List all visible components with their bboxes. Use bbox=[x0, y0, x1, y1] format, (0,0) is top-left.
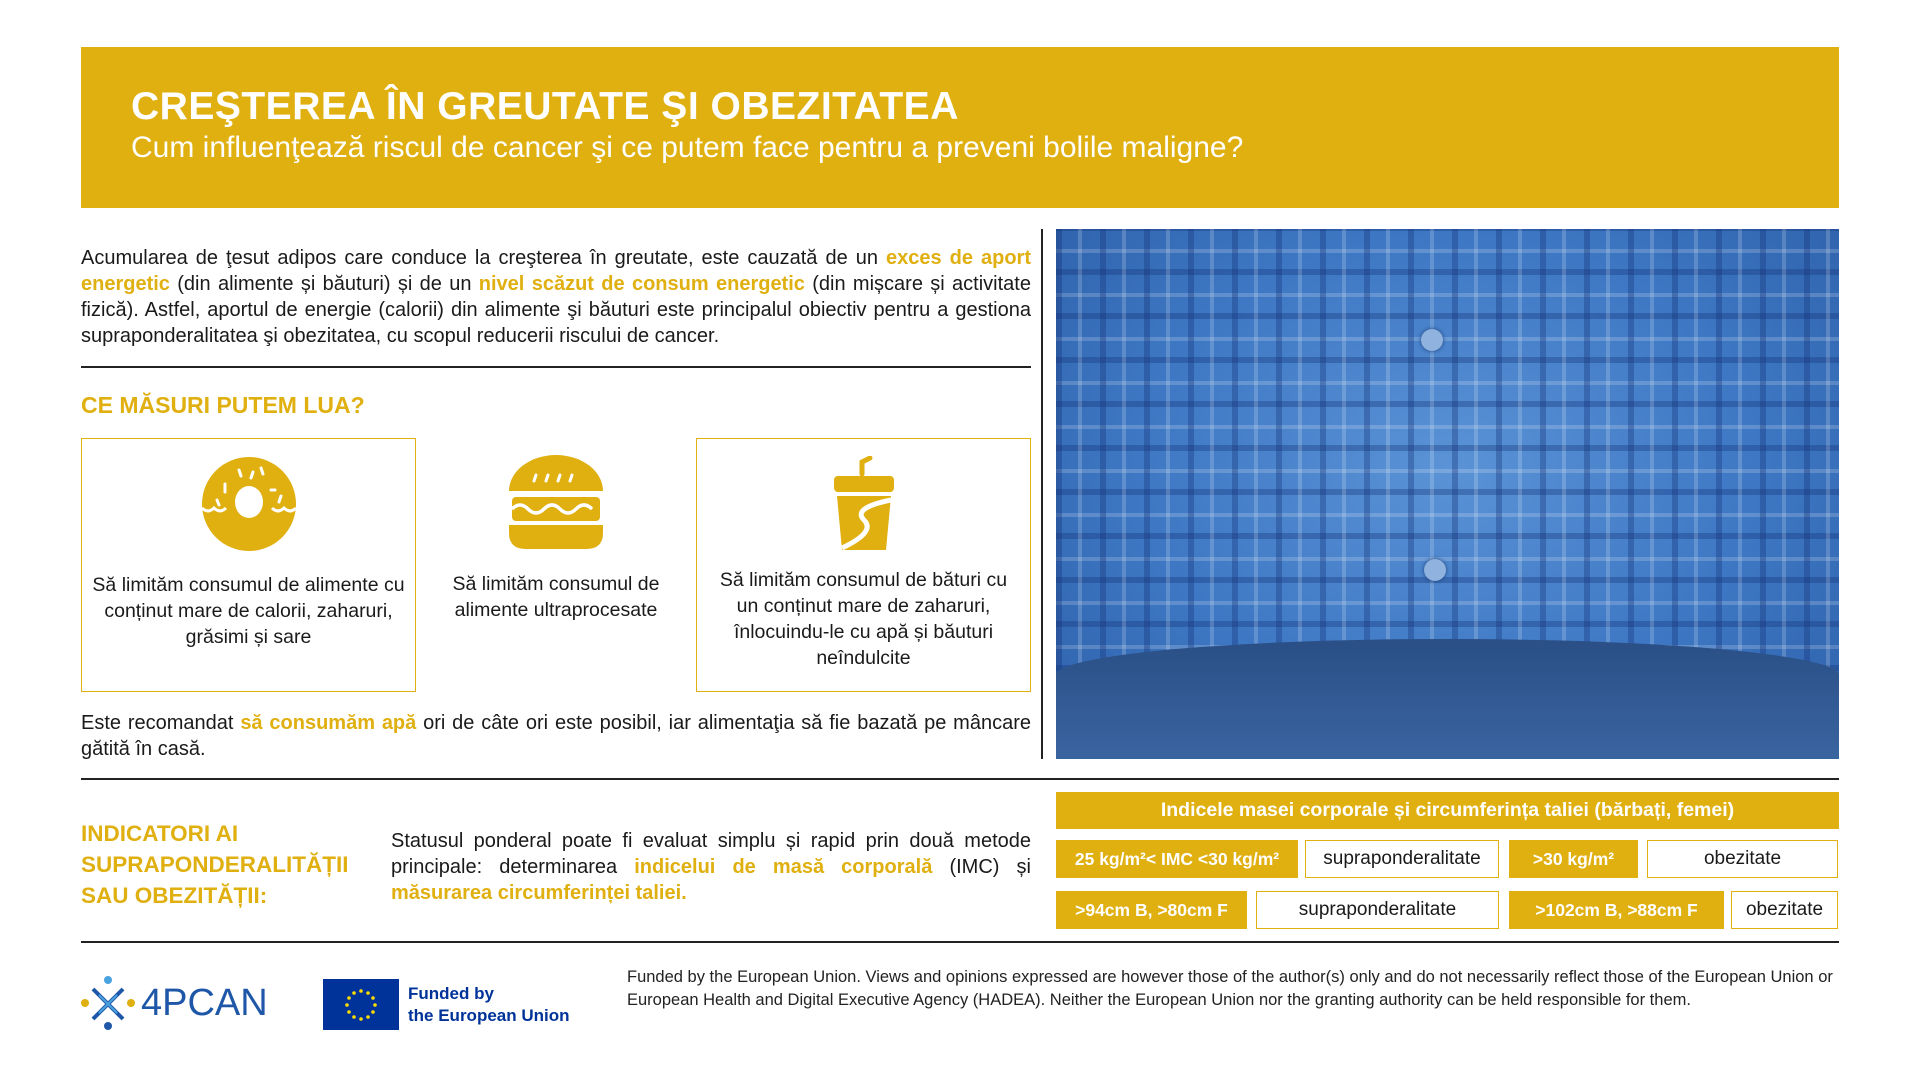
recommendation-text bbox=[81, 710, 1031, 762]
burger-icon bbox=[508, 455, 604, 551]
measure-text: Să limităm consumul de bături cu un conținut mare de zaharuri, înlocuindu-le cu apă și băuturi neîndulcite bbox=[719, 569, 1008, 669]
eu-flag-icon bbox=[323, 979, 399, 1030]
divider bbox=[81, 941, 1839, 943]
recommend-text: ori de câte ori este posibil, iar alimentaţia să fie bazată pe mâncare gătită în casă. bbox=[81, 712, 1031, 760]
shirt-button bbox=[1424, 559, 1446, 581]
divider bbox=[81, 778, 1839, 780]
intro-highlight: exces de aport energetic bbox=[81, 247, 1031, 295]
measure-card bbox=[81, 438, 416, 692]
eu-funding-label bbox=[408, 983, 570, 1027]
table-cell: obezitate bbox=[1731, 891, 1838, 929]
recommend-highlight: să consumăm apă bbox=[240, 712, 417, 734]
eu-text: the European Union bbox=[408, 1006, 570, 1025]
intro-text: Acumularea de ţesut adipos care conduce la creşterea în greutate, este cauzată de un bbox=[81, 247, 886, 269]
logo-text: 4PCAN bbox=[141, 981, 268, 1024]
indicators-highlight: indicelui de masă corporală bbox=[634, 856, 933, 878]
indicators-text bbox=[391, 828, 1031, 906]
divider bbox=[81, 366, 1031, 368]
recommend-text: Este recomandat bbox=[81, 712, 241, 734]
table-cell: >94cm B, >80cm F bbox=[1056, 891, 1247, 929]
soda-cup-icon bbox=[832, 456, 896, 556]
indicators-body: Statusul ponderal poate fi evaluat simplu și rapid prin două metode principale: determinarea bbox=[391, 830, 1031, 878]
measure-card bbox=[416, 438, 696, 692]
indicators-body: (IMC) și bbox=[932, 856, 1031, 878]
4pcan-logo bbox=[81, 975, 268, 1031]
measure-text: Să limităm consumul de alimente cu conținut mare de calorii, zaharuri, grăsimi și sare bbox=[92, 574, 405, 648]
jeans bbox=[1056, 639, 1839, 759]
page-title: CREŞTEREA ÎN GREUTATE ŞI OBEZITATEA bbox=[131, 85, 959, 128]
intro-text: (din alimente și băuturi) și de un bbox=[169, 273, 479, 295]
shirt-photo bbox=[1056, 229, 1839, 759]
table-cell: supraponderalitate bbox=[1256, 891, 1499, 929]
indicators-heading: INDICATORI AI SUPRAPONDERALITĂȚII SAU OBEZITĂȚII: bbox=[81, 821, 349, 908]
disclaimer: Funded by the European Union. Views and opinions expressed are however those of the author(s) only and do not necessarily reflect those of the European Union or European Health and Digital Executive Agency (HADEA). Neither the European Union nor the granting authority can be held responsible for them. bbox=[627, 968, 1833, 1009]
shirt-button bbox=[1421, 329, 1443, 351]
page-subtitle: Cum influenţează riscul de cancer şi ce putem face pentru a preveni bolile maligne? bbox=[131, 131, 1244, 164]
header-banner bbox=[81, 47, 1839, 208]
intro-highlight: nivel scăzut de consum energetic bbox=[478, 273, 805, 295]
intro-text: (din mișcare și activitate fizică). Astfel, aportul de energie (calorii) din alimente şi băuturi este principalul obiectiv pentru a gestiona supraponderalitatea şi obezitatea, cu scopul reducerii riscului de cancer. bbox=[81, 273, 1031, 347]
4pcan-logo-icon bbox=[81, 975, 135, 1031]
measure-card bbox=[696, 438, 1031, 692]
table-header: Indicele masei corporale și circumferința taliei (bărbați, femei) bbox=[1056, 792, 1839, 829]
table-cell: 25 kg/m²< IMC <30 kg/m² bbox=[1056, 840, 1298, 878]
indicators-highlight: măsurarea circumferinței taliei. bbox=[391, 882, 687, 904]
vertical-divider bbox=[1041, 229, 1043, 759]
table-cell: >102cm B, >88cm F bbox=[1509, 891, 1724, 929]
table-cell: obezitate bbox=[1647, 840, 1838, 878]
eu-text: Funded by bbox=[408, 984, 494, 1003]
table-cell: >30 kg/m² bbox=[1509, 840, 1638, 878]
table-cell: supraponderalitate bbox=[1305, 840, 1499, 878]
measures-heading: CE MĂSURI PUTEM LUA? bbox=[81, 392, 365, 418]
measure-text: Să limităm consumul de alimente ultraprocesate bbox=[452, 573, 660, 621]
donut-icon bbox=[201, 456, 297, 552]
intro-paragraph bbox=[81, 245, 1031, 349]
